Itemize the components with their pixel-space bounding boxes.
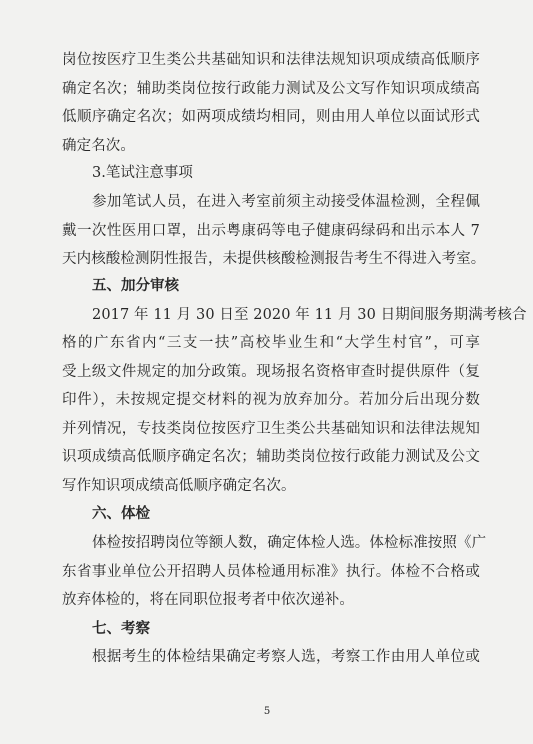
para2-line-2: 戴一次性医用口罩，出示粤康码等电子健康码绿码和出示本人 7: [62, 222, 480, 239]
para2-line-3: 天内核酸检测阴性报告，未提供核酸检测报告考生不得进入考室。: [62, 251, 486, 268]
para3-line-4: 印件），未按规定提交材料的视为放弃加分。若加分后出现分数: [62, 392, 480, 409]
para1-line-1: 岗位按医疗卫生类公共基础知识和法律法规知识项成绩高低顺序: [62, 52, 480, 68]
para4-line-1: 体检按招聘岗位等额人数，确定体检人选。体检标准按照《广: [92, 535, 487, 551]
para3-line-7: 写作知识项成绩高低顺序确定名次。: [62, 477, 296, 494]
para3-line-3: 受上级文件规定的加分政策。现场报名资格审查时提供原件（复: [62, 363, 480, 380]
section-5-heading: 五、加分审核: [92, 276, 179, 294]
para1-line-3: 低顺序确定名次；如两项成绩均相同，则由用人单位以面试形式: [62, 109, 480, 126]
para1-line-2: 确定名次；辅助类岗位按行政能力测试及公文写作知识项成绩高: [62, 80, 480, 97]
subsection-3-title: 3.笔试注意事项: [92, 164, 193, 181]
para3-line-2: 格的广东省内“三支一扶”高校毕业生和“大学生村官”，可享: [62, 335, 480, 352]
section-7-heading: 七、考察: [92, 619, 150, 637]
para3-line-5: 并列情况，专技类岗位按医疗卫生类公共基础知识和法律法规知: [62, 420, 480, 437]
para2-line-1: 参加笔试人员，在进入考室前须主动接受体温检测，全程佩: [92, 193, 480, 210]
para1-line-4: 确定名次。: [62, 137, 135, 154]
para3-line-1: 2017 年 11 月 30 日至 2020 年 11 月 30 日期间服务期满考核合: [92, 306, 527, 323]
para5-line-1: 根据考生的体检结果确定考察人选，考察工作由用人单位或: [92, 649, 480, 666]
para4-line-3: 放弃体检的，将在同职位报考者中依次递补。: [62, 592, 354, 609]
section-6-heading: 六、体检: [92, 505, 150, 523]
para4-line-2: 东省事业单位公开招聘人员体检通用标准》执行。体检不合格或: [62, 563, 480, 580]
page-number: 5: [263, 706, 271, 717]
para3-line-6: 识项成绩高低顺序确定名次；辅助类岗位按行政能力测试及公文: [62, 449, 480, 466]
